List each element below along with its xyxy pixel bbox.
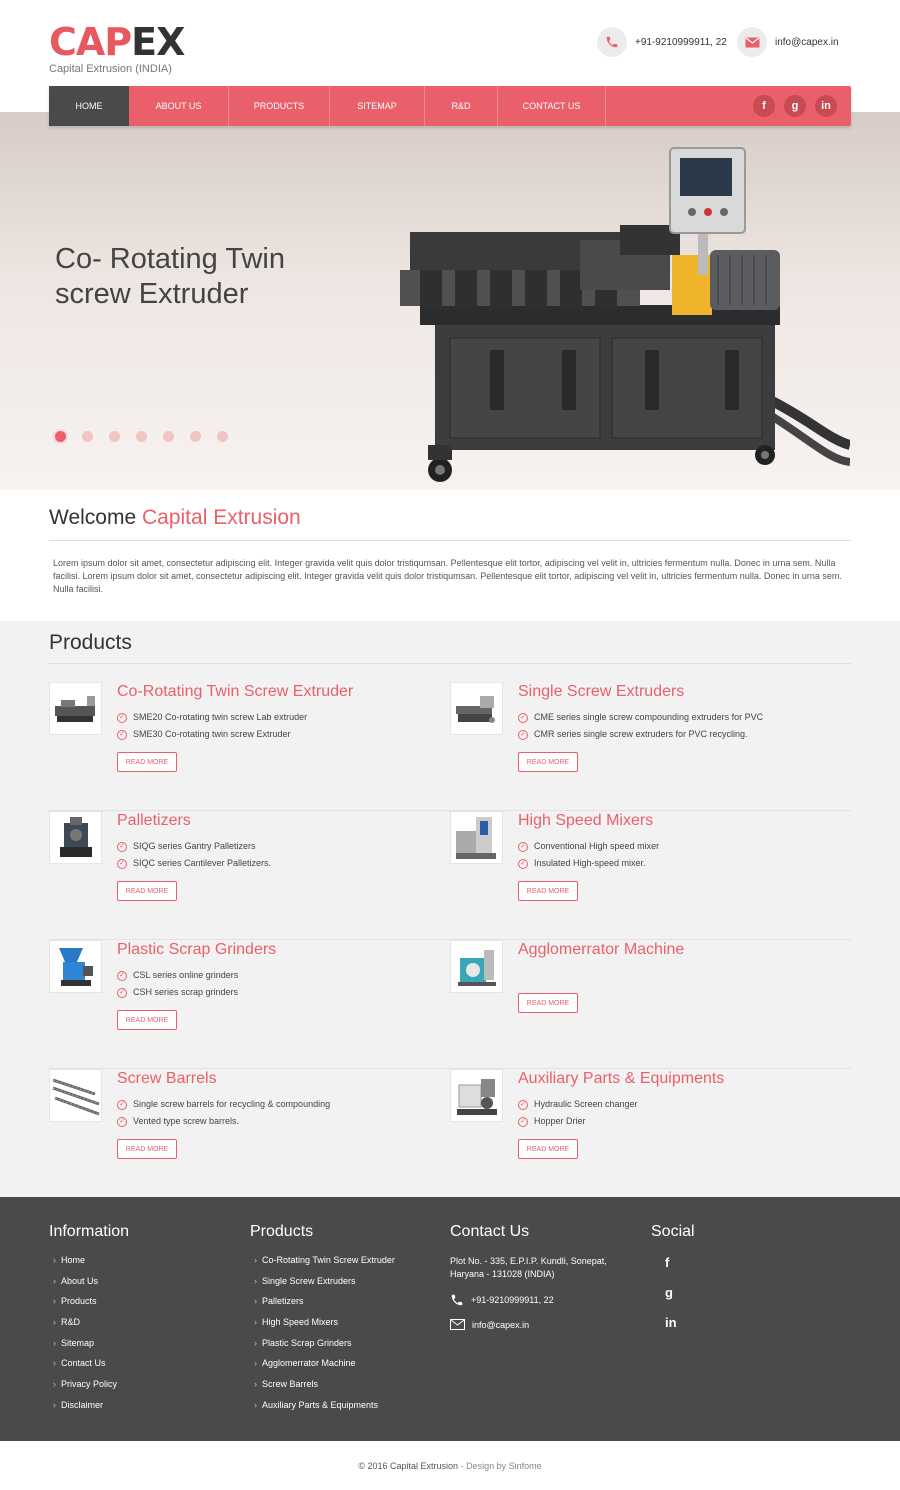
chevron-right-icon: › bbox=[53, 1358, 56, 1369]
footer-link-contact-us[interactable]: › Contact Us bbox=[53, 1358, 106, 1369]
product-title[interactable]: Auxiliary Parts & Equipments bbox=[518, 1070, 725, 1087]
logo-mark: CAPEX bbox=[49, 20, 185, 64]
feature-item: ✓ SIQG series Gantry Palletizers bbox=[117, 838, 271, 855]
slider-dot[interactable] bbox=[136, 431, 147, 442]
slider-dot[interactable] bbox=[163, 431, 174, 442]
product-card bbox=[49, 1069, 439, 1189]
product-row bbox=[49, 1069, 851, 1198]
chevron-right-icon: › bbox=[254, 1399, 257, 1410]
check-icon: ✓ bbox=[117, 1100, 127, 1110]
feature-item: ✓ SME20 Co-rotating twin screw Lab extruder bbox=[117, 709, 307, 726]
check-icon: ✓ bbox=[117, 842, 127, 852]
footer-information bbox=[49, 1223, 129, 1421]
google-plus-icon[interactable]: g bbox=[784, 95, 806, 117]
feature-item: ✓ Single screw barrels for recycling & compounding bbox=[117, 1096, 330, 1113]
product-features bbox=[117, 709, 307, 743]
footer-link-rnd[interactable]: › R&D bbox=[53, 1317, 81, 1328]
footer-link-privacy-policy[interactable]: › Privacy Policy bbox=[53, 1379, 118, 1390]
feature-item: ✓ Hopper Drier bbox=[518, 1113, 638, 1130]
footer-product-link[interactable]: › Agglomerrator Machine bbox=[254, 1358, 356, 1369]
chevron-right-icon: › bbox=[53, 1337, 56, 1348]
product-thumbnail[interactable] bbox=[49, 1069, 102, 1122]
check-icon: ✓ bbox=[518, 859, 528, 869]
footer-product-link[interactable]: › Palletizers bbox=[254, 1296, 304, 1307]
check-icon: ✓ bbox=[117, 713, 127, 723]
copyright: © 2016 Capital Extrusion - Design by Sinfome bbox=[358, 1461, 542, 1471]
header-phone-text: +91-9210999911, 22 bbox=[635, 36, 727, 48]
footer-social-title: Social bbox=[651, 1223, 695, 1240]
read-more-button[interactable]: READ MORE bbox=[117, 881, 177, 901]
chevron-right-icon: › bbox=[53, 1296, 56, 1307]
footer-products-title: Products bbox=[250, 1223, 314, 1240]
footer-product-link[interactable]: › High Speed Mixers bbox=[254, 1317, 339, 1328]
extruder-machine-image bbox=[380, 140, 850, 486]
main-nav bbox=[49, 86, 851, 126]
check-icon: ✓ bbox=[117, 730, 127, 740]
check-icon: ✓ bbox=[518, 730, 528, 740]
product-card bbox=[49, 940, 439, 1060]
feature-item: ✓ Insulated High-speed mixer. bbox=[518, 855, 659, 872]
product-row bbox=[49, 940, 851, 1069]
footer-products-links bbox=[250, 1255, 395, 1421]
product-features bbox=[518, 838, 659, 872]
product-thumbnail[interactable] bbox=[49, 811, 102, 864]
linkedin-icon[interactable]: in bbox=[815, 95, 837, 117]
product-row bbox=[49, 811, 851, 940]
welcome-body: Lorem ipsum dolor sit amet, consectetur adipiscing elit. Integer gravida velit quis dolor tristiqumsan. Pellentesque elit tortor, adipiscing vel velit in, ultricies fermentum nulla. Donec in urna sem. Nulla facilisi. Lorem ipsum dolor sit amet, consectetur adipiscing elit. Integer gravida velit quis dolor tristiqumsan. Pellentesque elit tortor, adipiscing vel velit in, ultricies fermentum nulla. Donec in urna sem. Nulla facilisi. bbox=[53, 558, 842, 594]
facebook-icon[interactable]: f bbox=[665, 1255, 670, 1270]
linkedin-icon[interactable]: in bbox=[665, 1315, 677, 1330]
hero-slider bbox=[0, 112, 900, 490]
check-icon: ✓ bbox=[117, 1117, 127, 1127]
read-more-button[interactable]: READ MORE bbox=[518, 1139, 578, 1159]
product-title[interactable]: Co-Rotating Twin Screw Extruder bbox=[117, 683, 354, 700]
product-thumbnail[interactable] bbox=[49, 940, 102, 993]
footer-link-home[interactable]: › Home bbox=[53, 1255, 86, 1265]
slider-dots bbox=[55, 431, 228, 442]
product-title[interactable]: Agglomerrator Machine bbox=[518, 941, 685, 958]
footer-information-title: Information bbox=[49, 1223, 130, 1240]
hero-title: Co- Rotating Twin screw Extruder bbox=[55, 243, 285, 310]
chevron-right-icon: › bbox=[53, 1399, 56, 1410]
envelope-icon bbox=[450, 1319, 465, 1330]
footer-product-link[interactable]: › Screw Barrels bbox=[254, 1379, 319, 1390]
product-title[interactable]: Palletizers bbox=[117, 812, 191, 829]
read-more-button[interactable]: READ MORE bbox=[518, 752, 578, 772]
slider-dot[interactable] bbox=[82, 431, 93, 442]
chevron-right-icon: › bbox=[53, 1317, 56, 1328]
footer bbox=[0, 1197, 900, 1441]
footer-link-about-us[interactable]: › About Us bbox=[53, 1275, 99, 1286]
feature-item: ✓ CSL series online grinders bbox=[117, 967, 238, 984]
product-thumbnail[interactable] bbox=[450, 1069, 503, 1122]
check-icon: ✓ bbox=[117, 859, 127, 869]
feature-item: ✓ Hydraulic Screen changer bbox=[518, 1096, 638, 1113]
check-icon: ✓ bbox=[518, 713, 528, 723]
welcome-section bbox=[49, 506, 851, 596]
product-title[interactable]: High Speed Mixers bbox=[518, 812, 654, 829]
read-more-button[interactable]: READ MORE bbox=[518, 993, 578, 1013]
footer-link-sitemap[interactable]: › Sitemap bbox=[53, 1337, 95, 1348]
footer-phone[interactable]: +91-9210999911, 22 bbox=[450, 1293, 607, 1307]
chevron-right-icon: › bbox=[254, 1337, 257, 1348]
product-card bbox=[49, 811, 439, 931]
chevron-right-icon: › bbox=[254, 1255, 257, 1265]
footer-information-links bbox=[49, 1255, 129, 1421]
product-card bbox=[450, 682, 840, 802]
product-title[interactable]: Screw Barrels bbox=[117, 1070, 217, 1087]
check-icon: ✓ bbox=[117, 971, 127, 981]
feature-item: ✓ CMR series single screw extruders for PVC recycling. bbox=[518, 726, 763, 743]
product-thumbnail[interactable] bbox=[450, 940, 503, 993]
feature-item: ✓ Conventional High speed mixer bbox=[518, 838, 659, 855]
product-title[interactable]: Single Screw Extruders bbox=[518, 683, 685, 700]
nav-contact-us[interactable]: CONTACT US bbox=[498, 86, 606, 126]
footer-product-link[interactable]: › Single Screw Extruders bbox=[254, 1275, 356, 1286]
products-section bbox=[0, 621, 900, 1197]
product-card bbox=[450, 940, 840, 1060]
footer-contact-title: Contact Us bbox=[450, 1223, 530, 1240]
chevron-right-icon: › bbox=[254, 1379, 257, 1390]
feature-item: ✓ SME30 Co-rotating twin screw Extruder bbox=[117, 726, 307, 743]
chevron-right-icon: › bbox=[53, 1255, 56, 1265]
product-features bbox=[518, 709, 763, 743]
logo-tagline: Capital Extrusion (INDIA) bbox=[49, 63, 172, 75]
product-features bbox=[117, 838, 271, 872]
read-more-button[interactable]: READ MORE bbox=[117, 752, 177, 772]
footer-address: Plot No. - 335, E.P.I.P. Kundli, Sonepat, Haryana - 131028 (INDIA) bbox=[450, 1256, 607, 1279]
check-icon: ✓ bbox=[518, 1100, 528, 1110]
product-thumbnail[interactable] bbox=[49, 682, 102, 735]
footer-link-products[interactable]: › Products bbox=[53, 1296, 97, 1307]
footer-email[interactable]: info@capex.in bbox=[450, 1319, 607, 1330]
welcome-title: Welcome Capital Extrusion bbox=[49, 506, 851, 541]
designer-link[interactable]: Design by Sinfome bbox=[466, 1461, 542, 1471]
chevron-right-icon: › bbox=[53, 1275, 56, 1286]
facebook-icon[interactable]: f bbox=[753, 95, 775, 117]
read-more-button[interactable]: READ MORE bbox=[117, 1010, 177, 1030]
check-icon: ✓ bbox=[518, 842, 528, 852]
product-features bbox=[117, 967, 238, 1001]
product-card bbox=[450, 811, 840, 931]
footer-social bbox=[651, 1223, 695, 1345]
header-phone[interactable] bbox=[597, 26, 727, 58]
feature-item: ✓ Vented type screw barrels. bbox=[117, 1113, 330, 1130]
footer-link-disclaimer[interactable]: › Disclaimer bbox=[53, 1399, 104, 1410]
nav-rnd[interactable]: R&D bbox=[425, 86, 498, 126]
phone-icon bbox=[597, 27, 627, 57]
logo[interactable] bbox=[49, 20, 185, 76]
footer-product-link[interactable]: › Plastic Scrap Grinders bbox=[254, 1337, 352, 1348]
nav-social bbox=[753, 95, 837, 117]
product-card bbox=[49, 682, 439, 802]
chevron-right-icon: › bbox=[254, 1275, 257, 1286]
nav-sitemap[interactable]: SITEMAP bbox=[330, 86, 425, 126]
chevron-right-icon: › bbox=[53, 1379, 56, 1390]
product-row bbox=[49, 682, 851, 811]
products-title: Products bbox=[49, 631, 851, 664]
product-thumbnail[interactable] bbox=[450, 682, 503, 735]
chevron-right-icon: › bbox=[254, 1358, 257, 1369]
read-more-button[interactable]: READ MORE bbox=[518, 881, 578, 901]
read-more-button[interactable]: READ MORE bbox=[117, 1139, 177, 1159]
chevron-right-icon: › bbox=[254, 1296, 257, 1307]
slider-dot[interactable] bbox=[217, 431, 228, 442]
footer-contact bbox=[450, 1223, 607, 1330]
header-email[interactable] bbox=[737, 26, 839, 58]
feature-item: ✓ CME series single screw compounding extruders for PVC bbox=[518, 709, 763, 726]
product-title[interactable]: Plastic Scrap Grinders bbox=[117, 941, 277, 958]
feature-item: ✓ SIQC series Cantilever Palletizers. bbox=[117, 855, 271, 872]
slider-dot[interactable] bbox=[109, 431, 120, 442]
chevron-right-icon: › bbox=[254, 1317, 257, 1328]
phone-icon bbox=[450, 1293, 464, 1307]
product-features bbox=[518, 1096, 638, 1130]
slider-dot[interactable] bbox=[190, 431, 201, 442]
footer-products bbox=[250, 1223, 395, 1421]
check-icon: ✓ bbox=[518, 1117, 528, 1127]
check-icon: ✓ bbox=[117, 988, 127, 998]
footer-product-link[interactable]: › Auxiliary Parts & Equipments bbox=[254, 1399, 379, 1410]
nav-products[interactable]: PRODUCTS bbox=[229, 86, 330, 126]
google-plus-icon[interactable]: g bbox=[665, 1285, 673, 1300]
slider-dot[interactable] bbox=[55, 431, 66, 442]
nav-home[interactable]: HOME bbox=[49, 86, 129, 126]
envelope-icon bbox=[737, 27, 767, 57]
footer-product-link[interactable]: › Co-Rotating Twin Screw Extruder bbox=[254, 1255, 395, 1265]
product-features bbox=[117, 1096, 330, 1130]
feature-item: ✓ CSH series scrap grinders bbox=[117, 984, 238, 1001]
header-email-text: info@capex.in bbox=[775, 36, 839, 48]
nav-about-us[interactable]: ABOUT US bbox=[129, 86, 229, 126]
product-thumbnail[interactable] bbox=[450, 811, 503, 864]
product-card bbox=[450, 1069, 840, 1189]
